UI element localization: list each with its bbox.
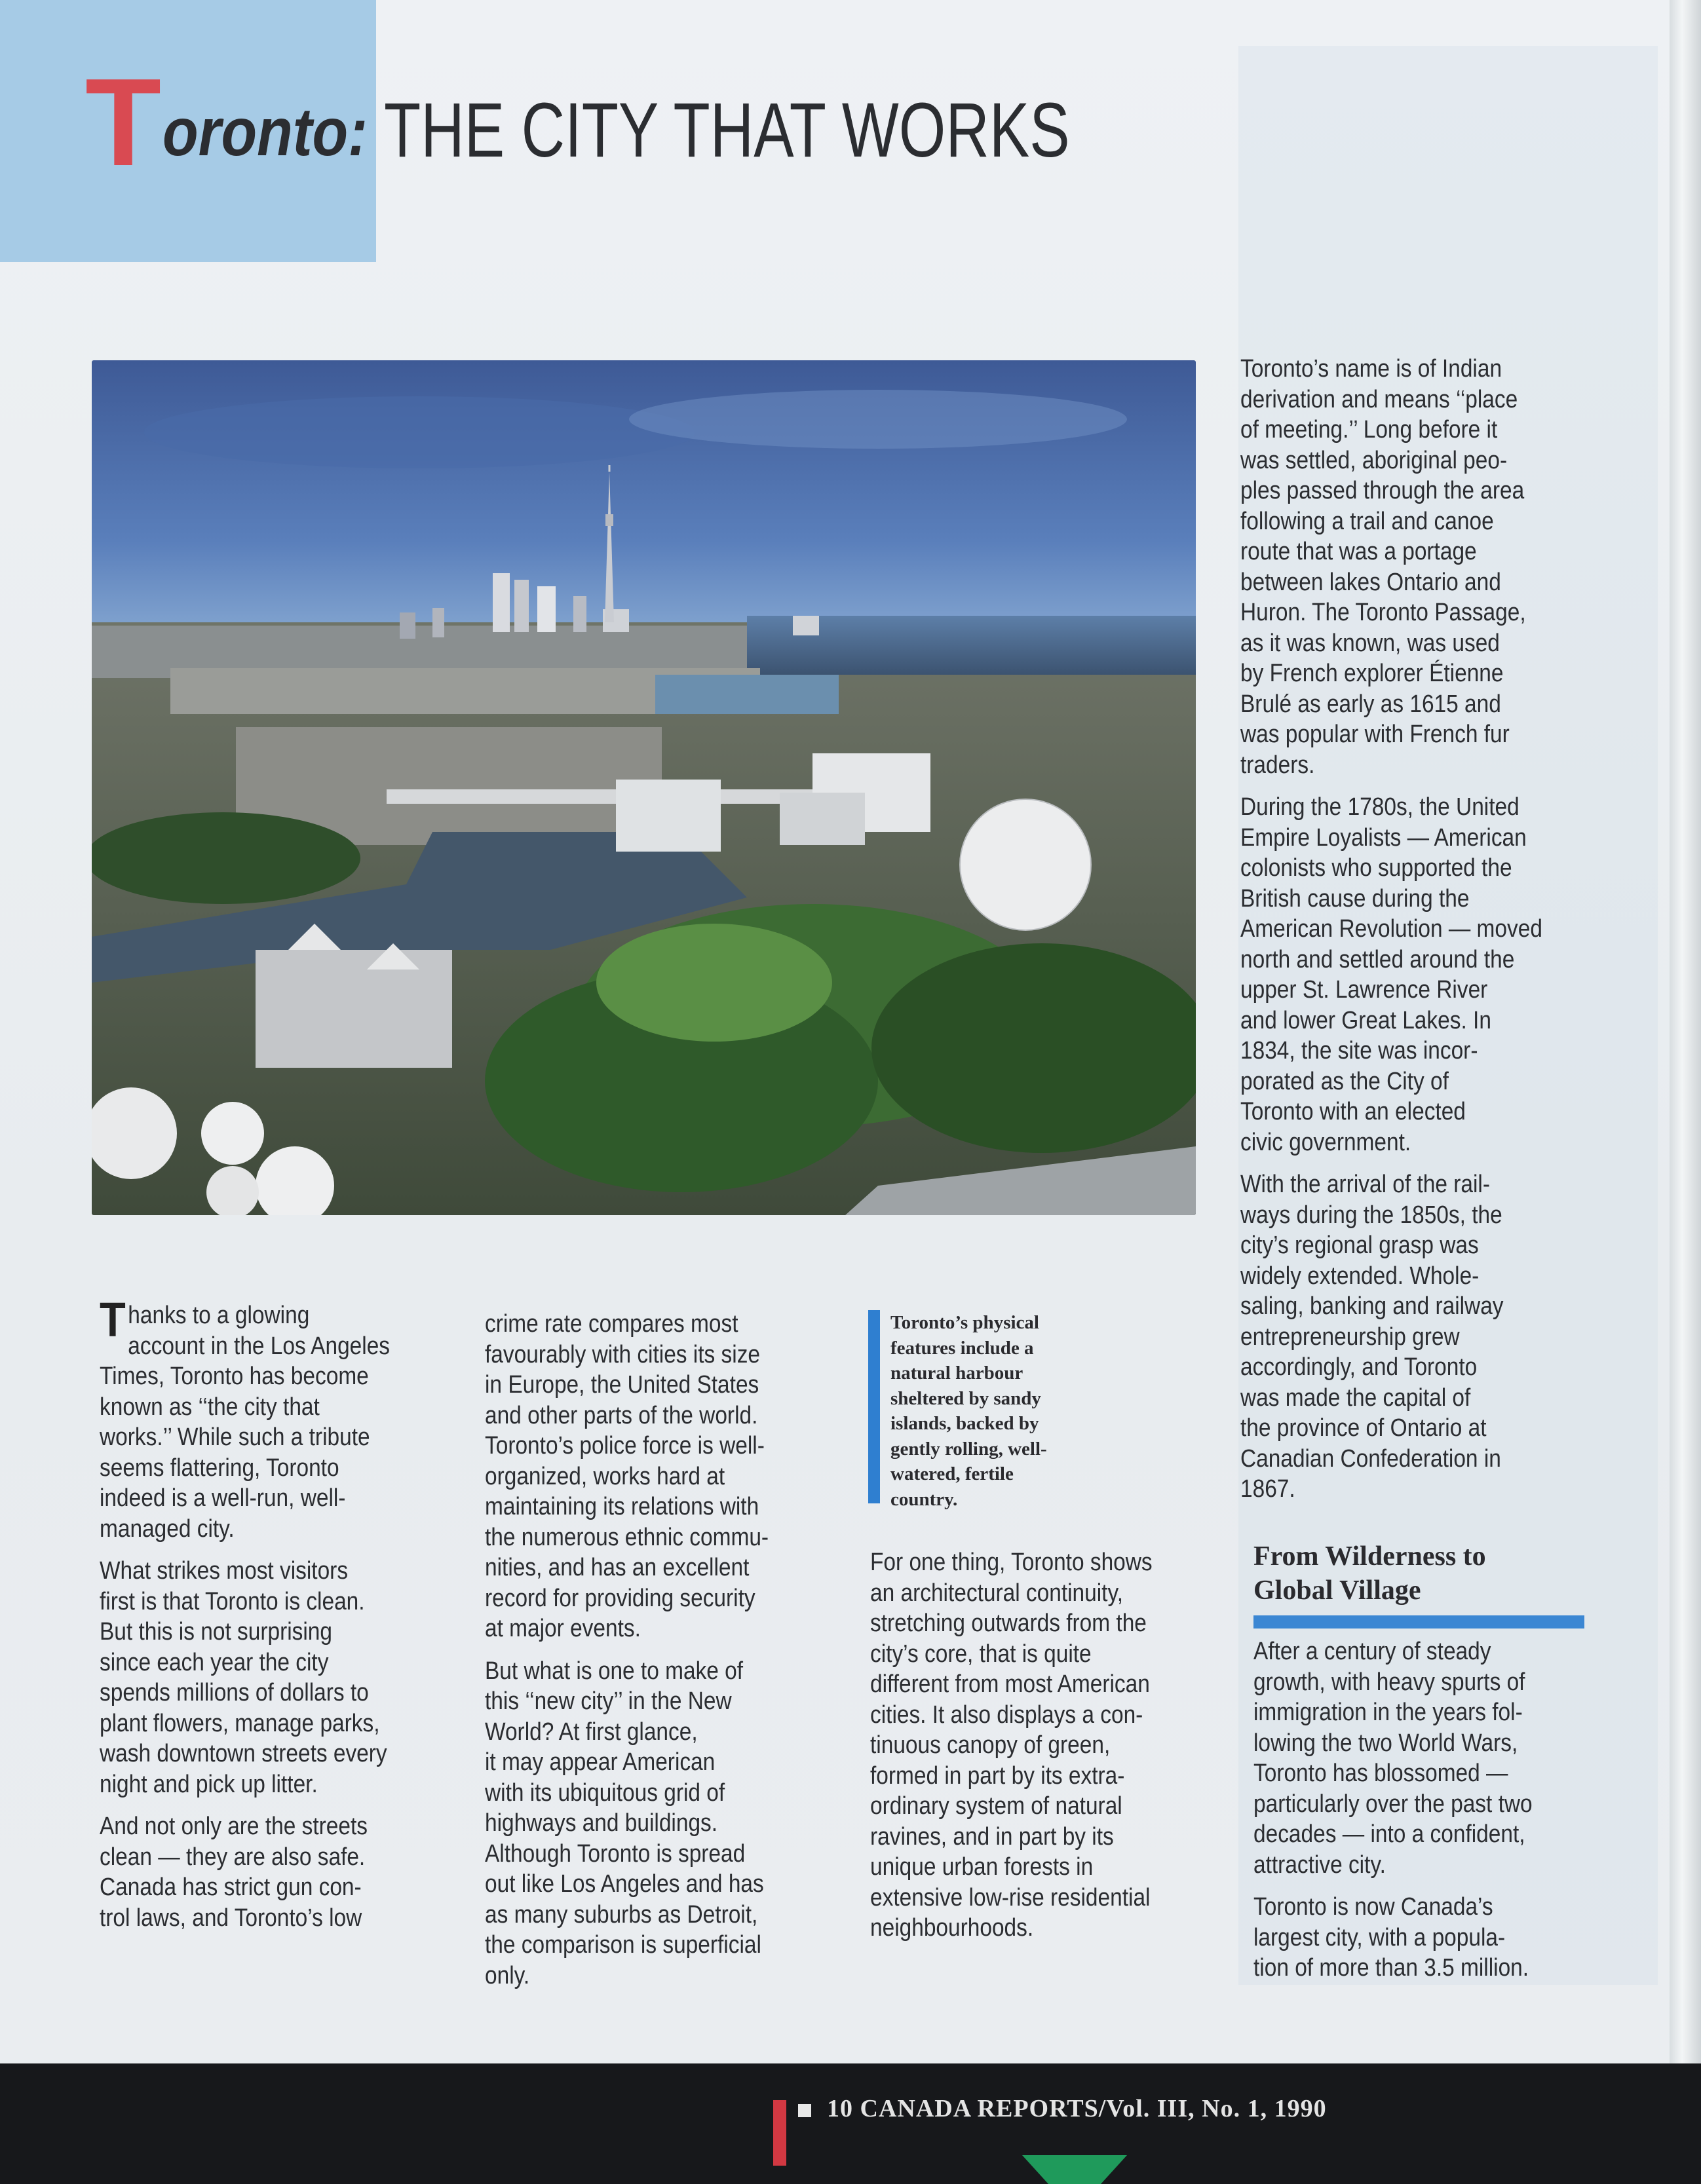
page-folio: 10 CANADA REPORTS/Vol. III, No. 1, 1990: [827, 2095, 1327, 2122]
paragraph: What strikes most visitors first is that Toronto is clean. But this is not surprising since each year the city spends millions of dollars to plant flowers, manage parks, wash downtown streets every night and pick up litter.: [100, 1557, 387, 1798]
footer-square-icon: [798, 2104, 811, 2117]
page-edge: [1670, 0, 1701, 2184]
paragraph: Toronto’s name is of Indian derivation and means ‘‘place of meeting.’’ Long before it was settled, aboriginal peo- ples passed through the area following a trail and canoe route that was a portage between lakes Ontario and Huron. The Toronto Passage, as it was known, was used by French explorer Étienne Brulé as early as 1615 and was popular with French fur traders.: [1240, 355, 1526, 779]
paragraph: Toronto is now Canada’s largest city, with a popula- tion of more than 3.5 million.: [1253, 1893, 1529, 1982]
article-column-5: [1253, 1636, 1596, 1995]
paragraph: During the 1780s, the United Empire Loyalists — American colonists who supported the British cause during the American Revolution — moved north and settled around the upper St. Lawrence River and lower Great Lakes. In 1834, the site was incor- porated as the City of Toronto with an elected civic government.: [1240, 793, 1542, 1156]
paragraph: crime rate compares most favourably with cities its size in Europe, the United States and other parts of the world. Toronto’s police force is well- organized, works hard at maintaining its relations with the numerous ethnic commu- nities, and has an excellent record for providing security at major events.: [485, 1310, 769, 1642]
title-initial: T: [85, 53, 162, 192]
article-column-3: [870, 1547, 1213, 1955]
paragraph: [100, 1292, 442, 1544]
title-city-word: oronto:: [162, 94, 368, 170]
paragraph: But what is one to make of this ‘‘new city’’ in the New World? At first glance, it may appear American with its ubiquitous grid of highways and buildings. Although Toronto is spread out like Los Angeles and has as many suburbs as Detroit, the comparison is superficial only.: [485, 1657, 764, 1989]
article-column-4: [1240, 354, 1583, 1516]
paragraph: For one thing, Toronto shows an architectural continuity, stretching outwards from the city’s core, that is quite different from most American cities. It also displays a con- tinuous canopy of green, formed in part by its extra- ordinary system of natural ravines, and in part by its unique urban forests in extensive low-rise residential neighbourhoods.: [870, 1549, 1153, 1942]
toronto-waterfront-photo: [92, 360, 1196, 1215]
pull-quote: [868, 1310, 1146, 1510]
subhead-rule: [1253, 1615, 1584, 1629]
section-subhead: From Wilderness to Global Village: [1253, 1541, 1486, 1606]
title-headline: THE CITY THAT WORKS: [384, 87, 1070, 174]
drop-cap: T: [100, 1292, 126, 1347]
page-title: [85, 53, 1263, 192]
paragraph-text: hanks to a glowing account in the Los Angeles Times, Toronto has become known as ‘‘the city that works.’’ While such a tribute seems flattering, Toronto indeed is a well-run, well- managed city.: [100, 1302, 391, 1543]
pull-quote-text: Toronto’s physical features include a natural harbour sheltered by sandy islands, backed by gently rolling, well- watered, fertile country.: [890, 1312, 1047, 1510]
paragraph: And not only are the streets clean — they are also safe. Canada has strict gun con- trol laws, and Toronto’s low: [100, 1813, 368, 1932]
paragraph: With the arrival of the rail- ways during the 1850s, the city’s regional grasp was widely extended. Whole- saling, banking and railway entrepreneurship grew accordingly, and Toronto was made the capital of the province of Ontario at Canadian Confederation in 1867.: [1240, 1171, 1504, 1503]
photo-illustration: [92, 360, 1196, 1215]
article-column-2: [485, 1309, 828, 2003]
footer-red-marker: [773, 2100, 786, 2166]
paragraph: After a century of steady growth, with heavy spurts of immigration in the years fol- lowing the two World Wars, Toronto has blossomed — particularly over the past two decades — into a confident, attractive city.: [1253, 1638, 1533, 1879]
article-column-1: [100, 1292, 442, 1945]
